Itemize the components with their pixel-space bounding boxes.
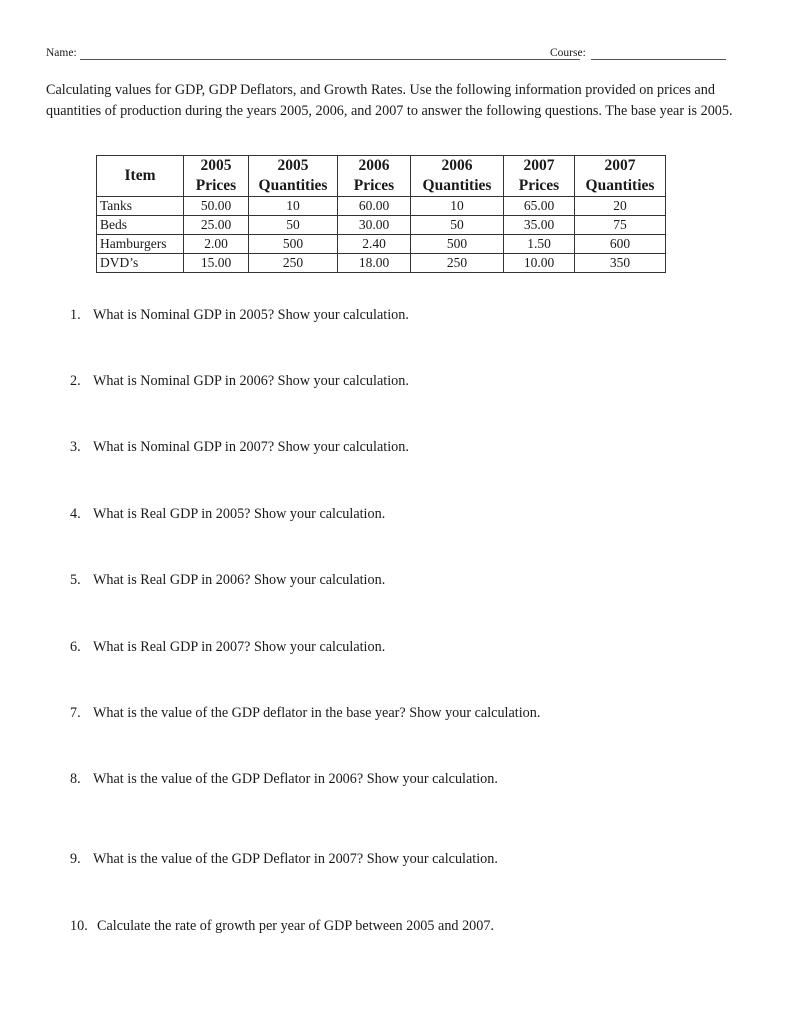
question-2: [70, 373, 409, 390]
name-blank-line[interactable]: [80, 45, 580, 60]
question-7: [70, 705, 540, 722]
question-number: 7.: [70, 705, 81, 721]
question-number: 4.: [70, 506, 81, 522]
question-5: [70, 572, 385, 589]
intro-paragraph: Calculating values for GDP, GDP Deflators, and Growth Rates. Use the following information provided on prices and quantities of production during the years 2005, 2006, and 2007 to answer the following questions. The base year is 2005.: [46, 82, 733, 119]
table-cell: 18.00: [338, 254, 411, 273]
table-cell: 500: [249, 235, 338, 254]
name-label: Name:: [46, 47, 77, 59]
item-cell: Hamburgers: [97, 235, 184, 254]
question-number: 3.: [70, 439, 81, 455]
question-text: What is the value of the GDP deflator in the base year? Show your calculation.: [93, 705, 541, 721]
table-cell: 2.40: [338, 235, 411, 254]
table-cell: 10: [249, 197, 338, 216]
column-header: 2005 Quantities: [249, 156, 338, 197]
question-number: 9.: [70, 851, 81, 867]
question-number: 5.: [70, 572, 81, 588]
header: [46, 45, 726, 63]
question-9: [70, 851, 498, 868]
item-cell: Tanks: [97, 197, 184, 216]
table-cell: 75: [575, 216, 666, 235]
item-cell: DVD’s: [97, 254, 184, 273]
question-text: What is the value of the GDP Deflator in 2006? Show your calculation.: [93, 771, 498, 787]
table-cell: 50.00: [184, 197, 249, 216]
question-number: 8.: [70, 771, 81, 787]
table-row: [97, 235, 666, 254]
column-header: 2007 Quantities: [575, 156, 666, 197]
table-header-row: [97, 156, 666, 197]
table-row: [97, 216, 666, 235]
question-number: 6.: [70, 639, 81, 655]
table-cell: 600: [575, 235, 666, 254]
column-header: 2005 Prices: [184, 156, 249, 197]
table-cell: 10.00: [504, 254, 575, 273]
column-header: 2006 Quantities: [411, 156, 504, 197]
table-row: [97, 197, 666, 216]
question-number: 1.: [70, 307, 81, 323]
question-number: 10.: [70, 918, 88, 934]
item-cell: Beds: [97, 216, 184, 235]
item-column-header: Item: [97, 156, 184, 197]
table-cell: 15.00: [184, 254, 249, 273]
table-cell: 65.00: [504, 197, 575, 216]
question-text: What is Real GDP in 2007? Show your calculation.: [93, 639, 386, 655]
question-text: What is Real GDP in 2006? Show your calculation.: [93, 572, 386, 588]
question-1: [70, 307, 409, 324]
question-6: [70, 639, 385, 656]
table-row: [97, 254, 666, 273]
table-cell: 60.00: [338, 197, 411, 216]
table-cell: 500: [411, 235, 504, 254]
question-3: [70, 439, 409, 456]
table-cell: 50: [249, 216, 338, 235]
question-number: 2.: [70, 373, 81, 389]
question-text: What is Real GDP in 2005? Show your calculation.: [93, 506, 386, 522]
table-cell: 20: [575, 197, 666, 216]
table-cell: 2.00: [184, 235, 249, 254]
table-cell: 1.50: [504, 235, 575, 254]
table-cell: 250: [249, 254, 338, 273]
table-cell: 50: [411, 216, 504, 235]
table-cell: 30.00: [338, 216, 411, 235]
question-8: [70, 771, 498, 788]
column-header: 2006 Prices: [338, 156, 411, 197]
table-cell: 25.00: [184, 216, 249, 235]
question-text: What is Nominal GDP in 2007? Show your calculation.: [93, 439, 409, 455]
question-text: Calculate the rate of growth per year of GDP between 2005 and 2007.: [97, 918, 494, 934]
column-header: 2007 Prices: [504, 156, 575, 197]
table-cell: 250: [411, 254, 504, 273]
question-text: What is the value of the GDP Deflator in 2007? Show your calculation.: [93, 851, 498, 867]
course-blank-line[interactable]: [591, 45, 726, 60]
course-label: Course:: [550, 47, 586, 59]
table-cell: 350: [575, 254, 666, 273]
table-cell: 10: [411, 197, 504, 216]
table-cell: 35.00: [504, 216, 575, 235]
question-10: [70, 918, 494, 935]
data-table: [96, 155, 666, 273]
question-text: What is Nominal GDP in 2005? Show your calculation.: [93, 307, 409, 323]
question-text: What is Nominal GDP in 2006? Show your calculation.: [93, 373, 409, 389]
question-4: [70, 506, 385, 523]
